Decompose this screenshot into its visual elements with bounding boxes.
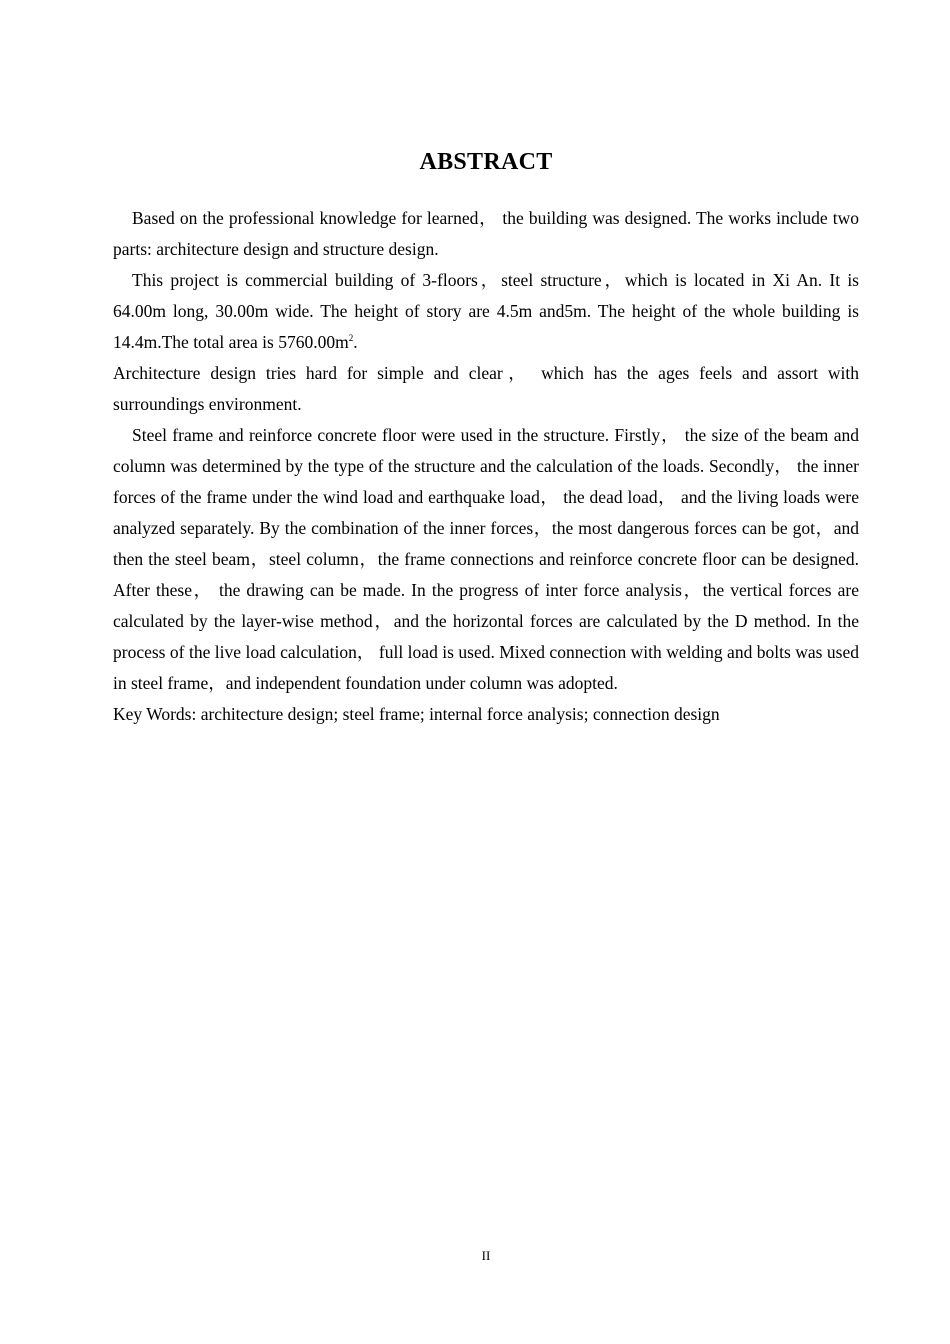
paragraph-architecture-design: Architecture design tries hard for simple and clear， which has the ages feels and assort with surroundings environment. bbox=[113, 363, 859, 414]
page-number: II bbox=[481, 1248, 491, 1263]
paragraph-introduction: Based on the professional knowledge for learned， the building was designed. The works include two parts: architecture design and structure design. bbox=[113, 208, 859, 259]
keywords-line: Key Words: architecture design; steel frame; internal force analysis; connection design bbox=[113, 704, 720, 724]
paragraph-structure-design: Steel frame and reinforce concrete floor were used in the structure. Firstly， the size of the beam and column was determined by the type of the structure and the calculation of the loads. Secondly， the inner forces of the frame under the wind load and earthquake load， the dead load， and the living loads were analyzed separately. By the combination of the inner forces，the most dangerous forces can be got，and then the steel beam，steel column，the frame connections and reinforce concrete floor can be designed. After these， the drawing can be made. In the progress of inter force analysis，the vertical forces are calculated by the layer-wise method，and the horizontal forces are calculated by the D method. In the process of the live load calculation， full load is used. Mixed connection with welding and bolts was used in steel frame，and independent foundation under column was adopted. bbox=[113, 425, 859, 693]
project-description-end: . bbox=[353, 332, 358, 352]
abstract-body bbox=[113, 203, 859, 730]
project-description-text: This project is commercial building of 3-floors，steel structure，which is located in Xi An. It is 64.00m long, 30.00m wide. The height of story are 4.5m and5m. The height of the whole building is 14.4m.The total area is 5760.00m bbox=[113, 270, 859, 352]
area-unit-superscript: 2 bbox=[348, 333, 354, 344]
abstract-title: ABSTRACT bbox=[419, 149, 553, 175]
paragraph-project-description bbox=[113, 265, 859, 358]
